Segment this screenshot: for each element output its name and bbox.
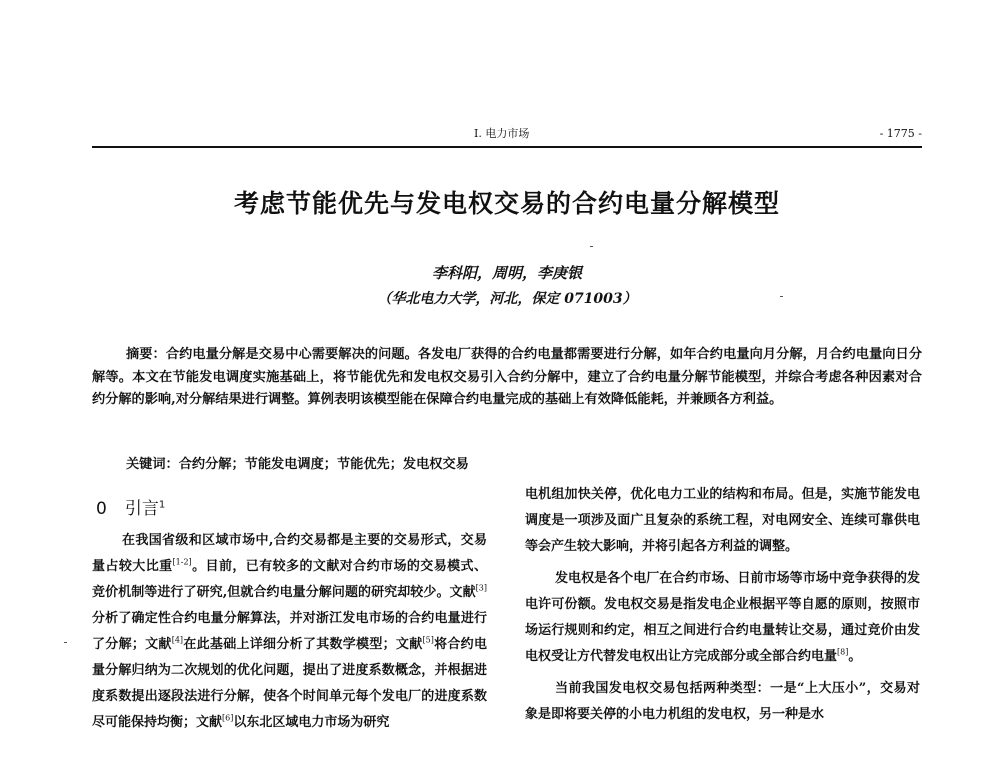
- scan-speck: [780, 296, 783, 297]
- keywords: [92, 454, 922, 476]
- authors: 李科阳，周明，李庚银: [431, 264, 582, 282]
- left-text-5: 将合约电量分解归纳为二次规划的优化问题，提出了进度系数概念，并根据进度系数提出逐段法进行分解，使各个时间单元每个发电厂的进度系数尽可能保持均衡；文献: [92, 637, 487, 730]
- right-paragraph-trade-types: 当前我国发电权交易包括两种类型：一是“上大压小”，交易对象是即将要关停的小电力机组的发电权，另一种是水: [525, 681, 920, 722]
- right-column: [525, 482, 920, 760]
- section-title: 引言: [124, 499, 159, 519]
- citation-3: [3]: [475, 583, 487, 593]
- left-text-4: 在此基础上详细分析了其数学模型；文献: [183, 637, 423, 652]
- scan-speck: [590, 246, 593, 247]
- citation-4: [4]: [171, 635, 184, 645]
- page-number: - 1775 -: [879, 127, 922, 140]
- left-text-3: 分析了确定性合约电量分解算法，并对浙江发电市场的合约电量进行了分解；文献: [92, 611, 487, 652]
- left-text-2: 。目前，已有较多的文献对合约市场的交易模式、竞价机制等进行了研究,但就合约电量分解问题的研究却较少。文献: [92, 559, 487, 600]
- citation-5: [5]: [422, 635, 434, 645]
- section-heading: [96, 494, 165, 519]
- citation-6: [6]: [222, 713, 234, 723]
- abstract-label: 摘要：: [126, 347, 166, 362]
- keywords-text: 合约分解；节能发电调度；节能优先；发电权交易: [178, 457, 469, 472]
- left-column: [92, 528, 487, 764]
- citation-1-2: [1-2]: [172, 557, 192, 567]
- keywords-label: 关键词：: [126, 457, 179, 472]
- section-number: 0: [96, 499, 107, 519]
- affiliation: （华北电力大学，河北，保定 071003）: [377, 291, 637, 307]
- left-text-6: 以东北区域电力市场为研究: [233, 715, 390, 730]
- left-text-1: 在我国省级和区域市场中,合约交易都是主要的交易形式，交易量占较大比重: [92, 533, 487, 574]
- abstract-text: 合约电量分解是交易中心需要解决的问题。各发电厂获得的合约电量都需要进行分解，如年合约电量向月分解，月合约电量向日分解等。本文在节能发电调度实施基础上，将节能优先和发电权交易引入合约分解中，建立了合约电量分解节能模型，并综合考虑各种因素对合约分解的影响,对分解结果进行调整。算例表明该模型能在保障合约电量完成的基础上有效降低能耗，并兼顾各方利益。: [92, 347, 923, 407]
- header-rule: [92, 146, 922, 148]
- section-footnote-mark: 1: [158, 499, 166, 511]
- right-text-1: 发电权是各个电厂在合约市场、日前市场等市场中竞争获得的发电许可份额。发电权交易是指发电企业根据平等自愿的原则，按照市场运行规则和约定，相互之间进行合约电量转让交易，通过竞价由发电权受让方代替发电权出让方完成部分或全部合约电量: [525, 571, 920, 664]
- citation-8: [8]: [837, 647, 849, 657]
- scan-speck: [64, 642, 67, 643]
- left-paragraph: [92, 528, 487, 736]
- right-text-2: 。: [848, 649, 862, 664]
- running-head-section: I. 电力市场: [474, 127, 530, 140]
- running-head: [92, 124, 922, 144]
- right-paragraph-power-rights: [525, 566, 920, 670]
- abstract: [92, 344, 922, 412]
- right-paragraph-continued: 电机组加快关停，优化电力工业的结构和布局。但是，实施节能发电调度是一项涉及面广且复杂的系统工程，对电网安全、连续可靠供电等会产生较大影响，并将引起各方利益的调整。: [525, 487, 920, 554]
- paper-title: 考虑节能优先与发电权交易的合约电量分解模型: [233, 189, 780, 218]
